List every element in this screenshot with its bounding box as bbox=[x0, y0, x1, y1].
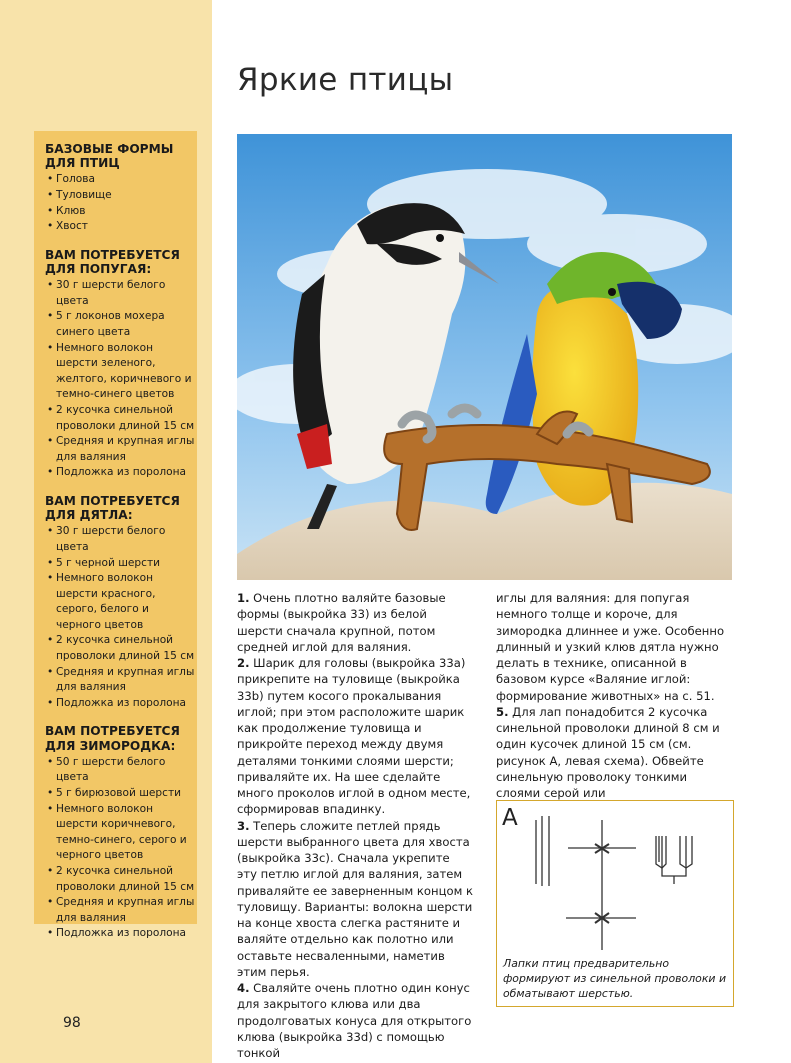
birds-photo bbox=[237, 134, 732, 580]
section-heading: ВАМ ПОТРЕБУЕТСЯ ДЛЯ ЗИМОРОДКА: bbox=[45, 724, 180, 753]
materials-list bbox=[45, 142, 195, 955]
step-5: 5. Для лап понадобится 2 кусочка синельной проволоки длиной 8 см и один кусочек длиной 15 см (см. рисунок А, левая схема). Обвейте синельную проволоку тонкими слоями серой или bbox=[496, 704, 720, 800]
sidebar-section-parrot bbox=[45, 248, 195, 481]
step-3: 3. Теперь сложите петлей прядь шерсти выбранного цвета для хвоста (выкройка 33c). Сначала укрепите эту петлю иглой для валяния, затем приваляйте ее заверненным концом к туловищу. Варианты: волокна шерсти на конце хвоста слегка растяните и валяйте отдельно как полотно или оставьте несваленными, наметив этим перья. bbox=[237, 818, 474, 979]
list-item: • Подложка из поролона bbox=[45, 926, 195, 942]
list-item: • Средняя и крупная иглы для валяния bbox=[45, 895, 195, 926]
section-heading: БАЗОВЫЕ ФОРМЫ ДЛЯ ПТИЦ bbox=[45, 142, 174, 171]
page-number: 98 bbox=[63, 1015, 81, 1031]
list-item: • Голова bbox=[45, 172, 195, 188]
figure-letter: A bbox=[502, 805, 518, 831]
list-item: • 2 кусочка синельной проволоки длиной 15 см bbox=[45, 633, 195, 664]
instructions-column-2 bbox=[496, 590, 732, 801]
list-item: • Туловище bbox=[45, 188, 195, 204]
list-item: • Средняя и крупная иглы для валяния bbox=[45, 665, 195, 696]
list-item: • 50 г шерсти белого цвета bbox=[45, 755, 195, 786]
figure-caption: Лапки птиц предварительно формируют из синельной проволоки и обматывают шерстью. bbox=[503, 957, 727, 1000]
section-heading: ВАМ ПОТРЕБУЕТСЯ ДЛЯ ДЯТЛА: bbox=[45, 493, 180, 523]
list-item: • 5 г бирюзовой шерсти bbox=[45, 786, 195, 802]
sidebar-section-woodpecker bbox=[45, 494, 195, 712]
step-4: 4. Сваляйте очень плотно один конус для закрытого клюва или два продолговатых конуса для открытого клюва (выкройка 33d) с помощью тонкой bbox=[237, 981, 472, 1060]
list-item: • Немного волокон шерсти коричневого, темно-синего, серого и черного цветов bbox=[45, 802, 195, 864]
section-heading: ВАМ ПОТРЕБУЕТСЯ ДЛЯ ПОПУГАЯ: bbox=[45, 247, 180, 276]
list-item: • Подложка из поролона bbox=[45, 465, 195, 481]
list-item: • Немного волокон шерсти красного, серого, белого и черного цветов bbox=[45, 571, 195, 633]
wire-feet-diagram bbox=[520, 812, 725, 952]
list-item: • 5 г черной шерсти bbox=[45, 556, 195, 572]
list-item: • 30 г шерсти белого цвета bbox=[45, 524, 195, 555]
list-item: • 2 кусочка синельной проволоки длиной 15 см bbox=[45, 864, 195, 895]
step-2: 2. Шарик для головы (выкройка 33a) прикрепите на туловище (выкройка 33b) путем косого прокалывания иглой; при этом расположите шарик как продолжение туловища и прикройте переход между двумя деталями тонкими слоями шерсти; приваляйте их. На шее сделайте много проколов иглой в одном месте, сформировав впадинку. bbox=[237, 656, 471, 817]
list-item: • Клюв bbox=[45, 204, 195, 220]
list-item: • Подложка из поролона bbox=[45, 696, 195, 712]
step-1: 1. Очень плотно валяйте базовые формы (выкройка 33) из белой шерсти сначала крупной, потом средней иглой для валяния. bbox=[237, 591, 446, 654]
step-4-continued: иглы для валяния: для попугая немного толще и короче, для зимородка длиннее и уже. Особенно длинный и узкий клюв дятла нужно делать в технике, описанной в базовом курсе «Валяние иглой: формирование животных» на с. 51. bbox=[496, 591, 725, 703]
list-item: • 5 г локонов мохера синего цвета bbox=[45, 309, 195, 340]
sidebar-section-base-forms bbox=[45, 142, 195, 235]
list-item: • 2 кусочка синельной проволоки длиной 15 см bbox=[45, 403, 195, 434]
list-item: • Средняя и крупная иглы для валяния bbox=[45, 434, 195, 465]
list-item: • 30 г шерсти белого цвета bbox=[45, 278, 195, 309]
sidebar-section-kingfisher bbox=[45, 724, 195, 942]
list-item: • Немного волокон шерсти зеленого, желтого, коричневого и темно-синего цветов bbox=[45, 341, 195, 403]
list-item: • Хвост bbox=[45, 219, 195, 235]
instructions-column-1 bbox=[237, 590, 473, 1061]
page-title: Яркие птицы bbox=[237, 62, 454, 98]
